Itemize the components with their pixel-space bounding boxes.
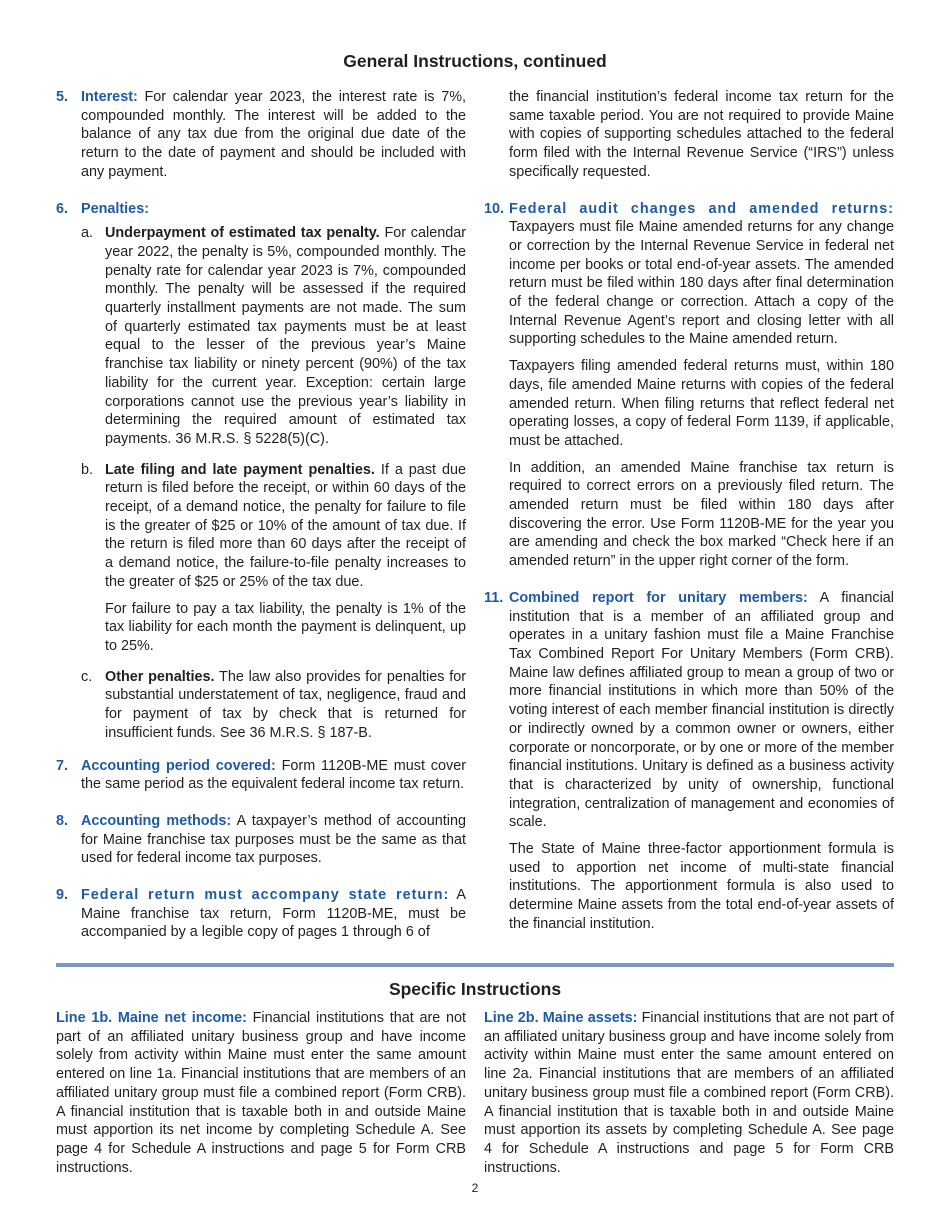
section-divider (56, 963, 894, 967)
penalty-c: c. Other penalties. The law also provides for penalties for substantial understatement of tax, negligence, fraud and for payment of tax by check that is returned for insufficient funds. See 36 M.R.S. § 187-B. (81, 668, 466, 741)
page-title: General Instructions, continued (343, 51, 607, 71)
item-federal-audit: 10. Federal audit changes and amended returns: Taxpayers must file Maine amended returns for any change or correction by the Internal Revenue Service in federal net income per books or total end-of-year assets. The amended return must be filed within 180 days after final determination of the federal change or correction. Attach a copy of the Internal Revenue Agent’s report and closing letter with all supporting schedules to the Maine amended return. Taxpayers filing amended federal returns must, within 180 days, file amended Maine returns with copies of the federal amended return. When filing returns that reflect federal net operating losses, a copy of federal Form 1139, if applicable, must be attached. In addition, an amended Maine franchise tax return is required to correct errors on a previously filed return. The amended return must be filed within 180 days after discovering the error. Use Form 1120B-ME for the year you are amending and check the box marked “Check here if an amended return” in the upper right corner of the form. (484, 200, 894, 570)
item-accounting-period: 7. Accounting period covered: Form 1120B-ME must cover the same period as the equivalent federal income tax return. (56, 757, 466, 793)
page-number: 2 (471, 1181, 479, 1195)
penalty-a: a. Underpayment of estimated tax penalty. For calendar year 2022, the penalty is 5%, compounded monthly. The penalty rate for calendar year 2023 is 7%, compounded monthly. The penalty will be assessed if the required quarterly installment payments are not made. The sum of quarterly estimated tax payments must be at least equal to the lesser of the previous year’s Maine franchise tax liability or ninety percent (90%) of the tax liability for the current year. Exception: certain large corporations cannot use the previous year’s liability in determining the required amount of estimated tax payments. 36 M.R.S. § 5228(5)(C). (81, 225, 466, 447)
item-combined-report: 11. Combined report for unitary members: A financial institution that is a member of an affiliated group and operates in a unitary fashion must file a Maine Franchise Tax Combined Report For Unitary Members (Form CRB). Maine law defines affiliated group to mean a group of two or more financial institutions in which more than 50% of the voting interest of each member financial institution is directly or indirectly owned by a common owner or owners, either corporate or noncorporate, or by one or more of the member financial institutions. Unitary is defined as a business activity that is characterized by unity of ownership, functional integration, centralization of management and economies of scale. The State of Maine three-factor apportionment formula is used to apportion net income of multi-state financial institutions. The apportionment formula is also used to determine Maine assets from the total end-of-year assets of the financial institution. (484, 589, 894, 932)
line-1b-instructions: Line 1b. Maine net income: Financial institutions that are not part of an affiliated unitary business group and have income solely from activity within Maine must enter the same amount entered on line 1a. Financial institutions that are members of an affiliated unitary group must file a combined report (Form CRB). A financial institution that is taxable both in and outside Maine must apportion its net income by completing Schedule A. See page 4 for Schedule A instructions and page 5 for Form CRB instructions. (56, 1010, 466, 1176)
section-title: Specific Instructions (388, 979, 562, 999)
item-federal-return-cont: the financial institution’s federal income tax return for the same taxable period. You are not required to provide Maine with copies of supporting schedules attached to the federal form filed with the Internal Revenue Service (“IRS”) unless specifically requested. (509, 89, 894, 180)
item-federal-return: 9. Federal return must accompany state return: A Maine franchise tax return, Form 1120B-ME, must be accompanied by a legible copy of pages 1 through 6 of (56, 887, 466, 941)
penalty-b: b. Late filing and late payment penalties. If a past due return is filed before the receipt, or within 60 days of the receipt, of a demand notice, the penalty for failure to file is the greater of $25 or 10% of the amount of tax due. If the return is filed more than 60 days after the receipt of a demand notice, the failure-to-file penalty increases to the greater of $25 or 25% of the tax due. For failure to pay a tax liability, the penalty is 1% of the tax liability for each month the payment is delinquent, up to 25%. (81, 461, 467, 654)
left-column (56, 88, 466, 960)
item-penalties: 6. Penalties: a. Underpayment of estimated tax penalty. For calendar year 2022, the penalty is 5%, compounded monthly. The penalty rate for calendar year 2023 is 7%, compounded monthly. The penalty will be assessed if the required quarterly installment payments are not made. The sum of quarterly estimated tax payments must be at least equal to the lesser of the previous year’s Maine franchise tax liability or ninety percent (90%) of the tax liability for the current year. Exception: certain large corporations cannot use the previous year’s liability in determining the required amount of estimated tax payments. 36 M.R.S. § 5228(5)(C). b. Late filing and late payment penalties. If a past due return is filed before the receipt, or within 60 days of the receipt, of a demand notice, the penalty for failure to file is the greater of $25 or 10% of the amount of tax due. If the return is filed more than 60 days after the receipt of a demand notice, the failure-to-file penalty increases to the greater of $25 or 25% of the tax due. For failure to pay a tax liability, the penalty is 1% of the tax liability for each month the payment is delinquent, up to 25%. c. Other penalties. The law also provides for penalties for substantial understatement of tax, negligence, fraud and for payment of tax by check that is returned for insufficient funds. See 36 M.R.S. § 187-B. (56, 200, 467, 741)
right-column (484, 88, 894, 952)
line-2b-instructions: Line 2b. Maine assets: Financial institutions that are not part of an affiliated unitary business group and have income solely from activity within Maine must enter the same amount entered on line 2a. Financial institutions that are members of an affiliated unitary business group must file a combined report (Form CRB). A financial institution that is taxable both in and outside Maine must apportion its assets by completing Schedule A. See page 4 for Schedule A instructions and page 5 for Form CRB instructions. (484, 1010, 894, 1176)
item-interest: 5. Interest: For calendar year 2023, the interest rate is 7%, compounded monthly. The interest will be added to the balance of any tax due from the original due date of the return to the date of payment and should be included with any payment. (56, 89, 466, 180)
item-accounting-methods: 8. Accounting methods: A taxpayer’s method of accounting for Maine franchise tax purposes must be the same as that used for federal income tax purposes. (56, 812, 466, 867)
